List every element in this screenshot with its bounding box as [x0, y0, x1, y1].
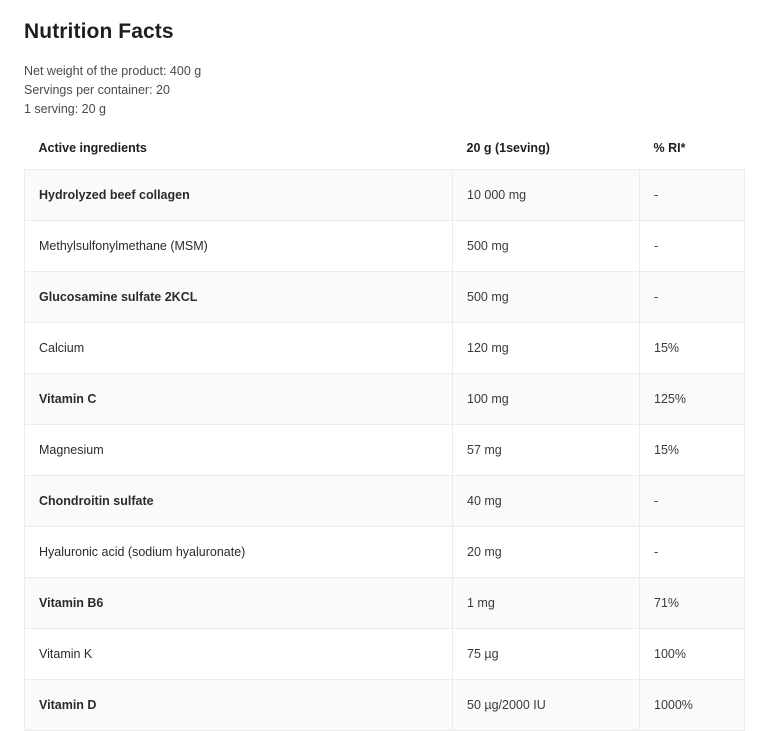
cell-ingredient: Hydrolyzed beef collagen [25, 170, 453, 221]
table-row [25, 374, 745, 425]
cell-amount: 50 µg/2000 IU [453, 680, 640, 731]
cell-ingredient: Vitamin D [25, 680, 453, 731]
table-row [25, 272, 745, 323]
table-row [25, 425, 745, 476]
cell-ri: - [640, 476, 745, 527]
cell-ingredient: Chondroitin sulfate [25, 476, 453, 527]
cell-amount: 100 mg [453, 374, 640, 425]
cell-ri: - [640, 272, 745, 323]
cell-ingredient: Vitamin B6 [25, 578, 453, 629]
table-header [25, 133, 745, 170]
table-row [25, 476, 745, 527]
table-row [25, 323, 745, 374]
table-row [25, 527, 745, 578]
cell-ingredient: Methylsulfonylmethane (MSM) [25, 221, 453, 272]
cell-ingredient: Vitamin C [25, 374, 453, 425]
column-header-ri: % RI* [640, 133, 745, 170]
cell-ingredient: Vitamin K [25, 629, 453, 680]
cell-amount: 75 µg [453, 629, 640, 680]
meta-net-weight: Net weight of the product: 400 g [24, 64, 202, 78]
cell-amount: 120 mg [453, 323, 640, 374]
cell-ri: - [640, 527, 745, 578]
table-row [25, 680, 745, 731]
cell-amount: 20 mg [453, 527, 640, 578]
column-header-ingredients: Active ingredients [25, 133, 453, 170]
nutrition-table [24, 133, 745, 731]
cell-ri: 1000% [640, 680, 745, 731]
product-meta [24, 62, 744, 119]
table-row [25, 578, 745, 629]
cell-ri: - [640, 170, 745, 221]
cell-ri: 15% [640, 323, 745, 374]
table-row [25, 629, 745, 680]
cell-amount: 500 mg [453, 272, 640, 323]
page-title: Nutrition Facts [24, 20, 174, 43]
cell-ri: - [640, 221, 745, 272]
cell-ingredient: Hyaluronic acid (sodium hyaluronate) [25, 527, 453, 578]
cell-amount: 40 mg [453, 476, 640, 527]
table-header-row [25, 133, 745, 170]
meta-serving-size: 1 serving: 20 g [24, 102, 106, 116]
cell-amount: 10 000 mg [453, 170, 640, 221]
table-body [25, 170, 745, 731]
cell-ri: 125% [640, 374, 745, 425]
cell-ri: 71% [640, 578, 745, 629]
column-header-amount: 20 g (1seving) [453, 133, 640, 170]
cell-ingredient: Magnesium [25, 425, 453, 476]
cell-amount: 500 mg [453, 221, 640, 272]
cell-ingredient: Glucosamine sulfate 2KCL [25, 272, 453, 323]
cell-amount: 57 mg [453, 425, 640, 476]
cell-ri: 100% [640, 629, 745, 680]
table-row [25, 170, 745, 221]
table-row [25, 221, 745, 272]
cell-amount: 1 mg [453, 578, 640, 629]
cell-ingredient: Calcium [25, 323, 453, 374]
meta-servings-per-container: Servings per container: 20 [24, 83, 170, 97]
cell-ri: 15% [640, 425, 745, 476]
